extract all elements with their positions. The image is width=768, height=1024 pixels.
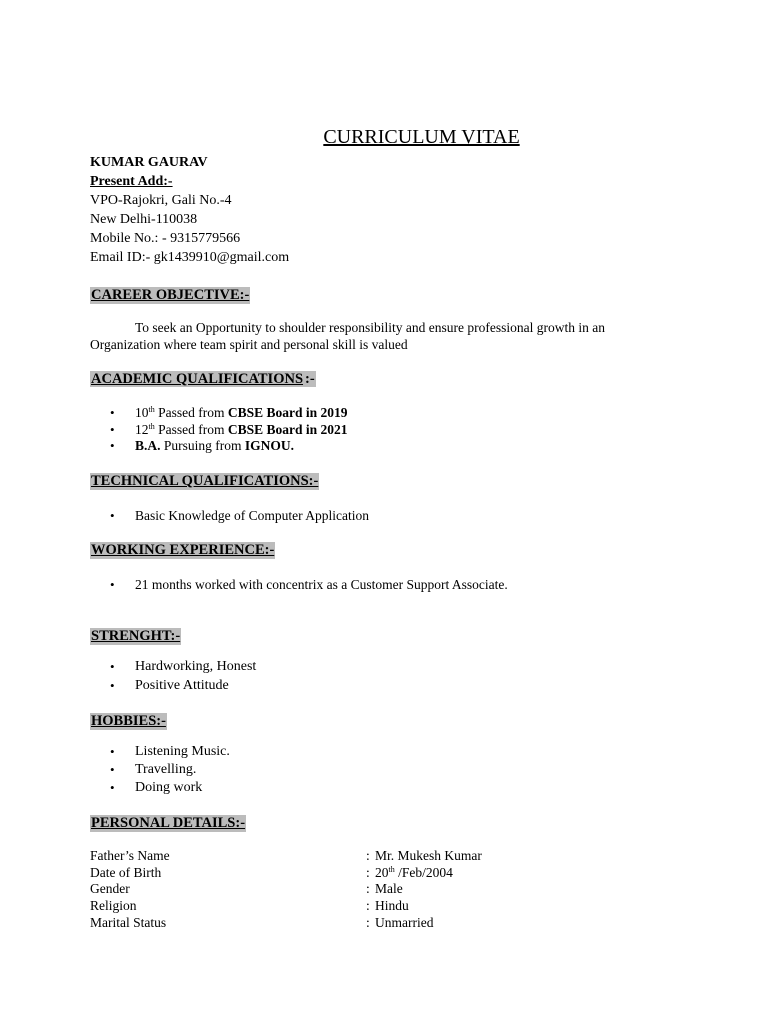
personal-value-religion: Hindu	[375, 898, 409, 913]
academic-item-1-board: CBSE Board in 2019	[227, 405, 348, 420]
list-item	[0, 437, 768, 455]
personal-value-marital: Unmarried	[375, 915, 434, 930]
working-experience-heading: WORKING EXPERIENCE:-	[91, 542, 275, 558]
hobbies-heading: HOBBIES:-	[91, 713, 166, 729]
strength-heading: STRENGHT:-	[91, 628, 181, 644]
list-item	[0, 743, 768, 761]
academic-item-3-text: Pursuing from	[160, 438, 245, 453]
strength-item-1: Hardworking, Honest	[135, 659, 257, 674]
address-line-2: New Delhi-110038	[90, 212, 198, 227]
bullet-icon: •	[110, 405, 115, 420]
personal-colon: :	[366, 915, 370, 930]
academic-item-2-num: 12	[135, 422, 149, 437]
bullet-icon: •	[110, 422, 115, 437]
bullet-icon: •	[110, 577, 115, 592]
academic-item-1-num: 10	[135, 405, 149, 420]
personal-colon: :	[366, 898, 370, 913]
personal-colon: :	[366, 881, 370, 896]
email-id: Email ID:- gk1439910@gmail.com	[90, 250, 290, 265]
career-objective-heading: CAREER OBJECTIVE:-	[91, 287, 250, 303]
personal-label-dob: Date of Birth	[90, 865, 162, 880]
academic-item-1-sup: th	[148, 405, 155, 414]
personal-label-gender: Gender	[90, 881, 130, 896]
academic-heading: ACADEMIC QUALIFICATIONS	[91, 371, 304, 387]
hobby-item-2: Travelling.	[135, 762, 197, 777]
list-item	[0, 658, 768, 676]
personal-label-religion: Religion	[90, 898, 137, 913]
hobby-item-1: Listening Music.	[135, 744, 230, 759]
strength-item-2: Positive Attitude	[135, 678, 229, 693]
career-objective-line-1: To seek an Opportunity to shoulder responsibility and ensure professional growth in an	[135, 320, 605, 335]
personal-details-heading: PERSONAL DETAILS:-	[91, 815, 246, 831]
bullet-icon: •	[110, 508, 115, 523]
personal-label-father: Father’s Name	[90, 848, 170, 863]
personal-value-father: Mr. Mukesh Kumar	[375, 848, 482, 863]
career-objective-line-2: Organization where team spirit and personal skill is valued	[90, 337, 408, 352]
personal-colon: :	[366, 848, 370, 863]
dob-day: 20	[375, 865, 389, 880]
list-item	[0, 779, 768, 797]
hobby-item-3: Doing work	[135, 780, 203, 795]
personal-value-gender: Male	[375, 881, 403, 896]
present-address-label: Present Add:-	[90, 174, 173, 189]
personal-colon: :	[366, 865, 370, 880]
bullet-icon: •	[110, 762, 115, 777]
mobile-number: Mobile No.: - 9315779566	[90, 231, 241, 246]
list-item	[0, 576, 768, 594]
academic-item-3-degree: B.A.	[135, 438, 161, 453]
bullet-icon: •	[110, 780, 115, 795]
list-item	[0, 677, 768, 695]
academic-item-2-board: CBSE Board in 2021	[227, 422, 348, 437]
dob-day-sup: th	[388, 865, 395, 874]
academic-item-2-text: Passed from	[154, 422, 228, 437]
bullet-icon: •	[110, 744, 115, 759]
list-item	[0, 761, 768, 779]
technical-heading: TECHNICAL QUALIFICATIONS:-	[91, 473, 319, 489]
dob-rest: /Feb/2004	[394, 865, 453, 880]
academic-item-3-university: IGNOU.	[244, 438, 295, 453]
technical-item-1: Basic Knowledge of Computer Application	[135, 508, 369, 523]
academic-heading-wrap	[90, 370, 316, 388]
bullet-icon: •	[110, 659, 115, 674]
page-title: CURRICULUM VITAE	[323, 126, 520, 148]
bullet-icon: •	[110, 678, 115, 693]
personal-label-marital: Marital Status	[90, 915, 167, 930]
working-item-1: 21 months worked with concentrix as a Customer Support Associate.	[135, 577, 508, 592]
academic-heading-suffix: :-	[305, 371, 315, 387]
bullet-icon: •	[110, 438, 115, 453]
list-item	[0, 404, 768, 422]
academic-item-1-text: Passed from	[154, 405, 228, 420]
address-line-1: VPO-Rajokri, Gali No.-4	[90, 193, 232, 208]
list-item	[0, 507, 768, 525]
academic-item-2-sup: th	[148, 422, 155, 431]
candidate-name: KUMAR GAURAV	[90, 155, 208, 170]
